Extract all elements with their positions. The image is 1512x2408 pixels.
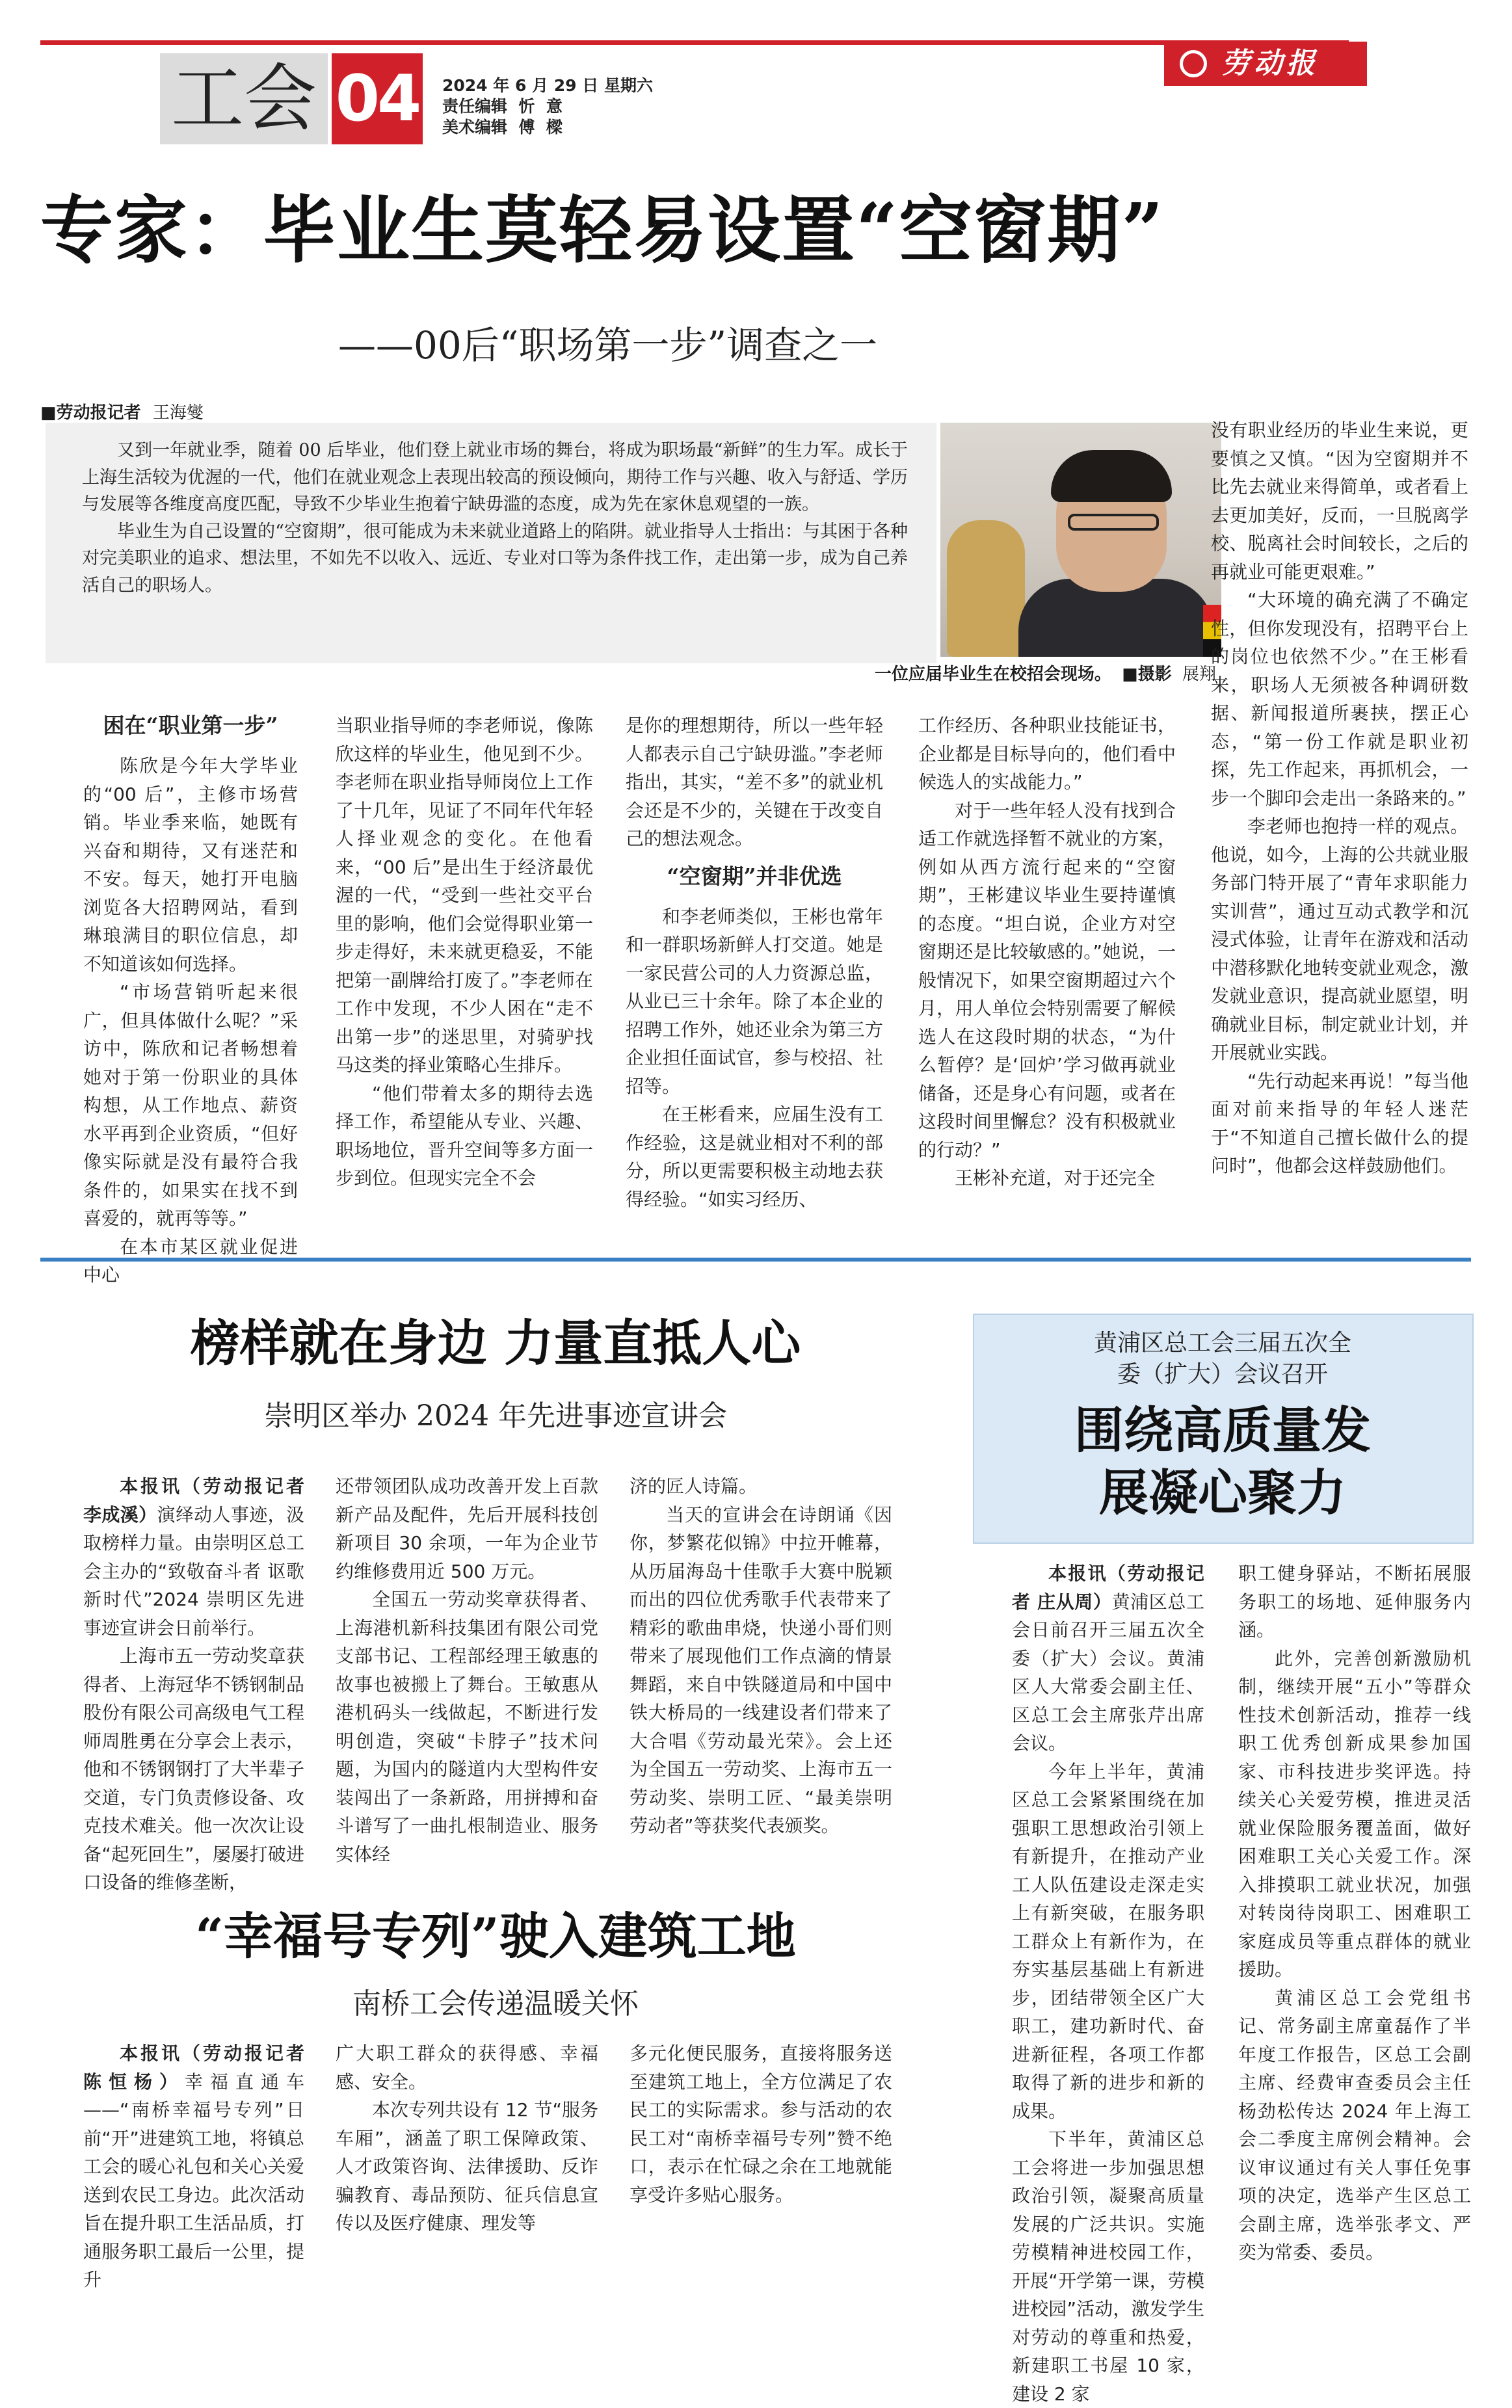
paragraph: “市场营销听起来很广，但具体做什么呢？”采访中，陈欣和记者畅想着她对于第一份职业的具体构想，从工作地点、薪资水平再到企业资质，“但好像实际就是没有最符合我条件的，如果实在找不到喜爱的，就再等等。” (83, 981, 298, 1229)
article3-title: “幸福号专列”驶入建筑工地 (195, 1907, 796, 1965)
article2-column-2 (336, 1472, 598, 1868)
paragraph (1012, 1559, 1204, 1758)
paragraph: 陈欣是今年大学毕业的“00 后”，主修市场营销。毕业季来临，她既有兴奋和期待，又有迷茫和不安。每天，她打开电脑浏览各大招聘网站，看到琳琅满目的职位信息，却不知道该如何选择。 (83, 755, 298, 975)
article2-column-1 (83, 1472, 304, 1897)
masthead-badge (1164, 42, 1367, 86)
lead-box (46, 423, 936, 663)
headline-subtitle: ——00后“职场第一步”调查之一 (338, 323, 878, 367)
paragraph: 济的匠人诗篇。 (630, 1475, 758, 1497)
paragraph: 王彬补充道，对于还完全 (955, 1167, 1156, 1189)
article4-kicker: 黄浦区总工会三届五次全委（扩大）会议召开 (1093, 1330, 1351, 1388)
paragraph: 当天的宣讲会在诗朗诵《因你，梦繁花似锦》中拉开帷幕，从历届海岛十佳歌手大赛中脱颖而出的四位优秀歌手代表带来了精彩的歌曲串烧，快递小哥们则带来了展现他们工作点滴的情景舞蹈，来自中铁隧道局和中国中铁大桥局的一线建设者们带来了大合唱《劳动最光荣》。会上还为全国五一劳动奖、上海市五一劳动奖、崇明工匠、“最美崇明劳动者”等获奖代表颁奖。 (630, 1503, 892, 1836)
headline-main: 专家：毕业生莫轻易设置“空窗期” (40, 188, 1165, 273)
paragraph: 广大职工群众的获得感、幸福感、安全。 (336, 2043, 598, 2093)
article3-subtitle: 南桥工会传递温暖关怀 (352, 1987, 639, 2020)
lead-text: 幸福直通车——“南桥幸福号专列”日前“开”进建筑工地，将镇总工会的暖心礼包和关心关爱送到农民工身边。此次活动旨在提升职工生活品质，打通服务职工最后一公里，提升 (83, 2071, 304, 2290)
lead-text: 黄浦区总工会日前召开三届五次全委（扩大）会议。黄浦区人大常委会副主任、区总工会主席张芹出席会议。 (1012, 1591, 1204, 1754)
paragraph: 当职业指导师的李老师说，像陈欣这样的毕业生，他见到不少。李老师在职业指导师岗位上工作了十几年，见证了不同年代年轻人择业观念的变化。在他看来，“00 后”是出生于经济最优渥的一代，“受到一些社交平台里的影响，他们会觉得职业第一步走得好，未来就更稳妥，不能把第一副牌给打废了。”李老师在工作中发现，不少人困在“走不出第一步”的迷思里，对骑驴找马这类的择业策略心生排斥。 (336, 715, 593, 1076)
lead-label: 本报讯（劳动报记者 陈恒杨） (83, 2043, 304, 2093)
lead-paragraph-2: 毕业生为自己设置的“空窗期”，很可能成为未来就业道路上的陷阱。就业指导人士指出：与其困于各种对完美职业的追求、想法里，不如先不以收入、远近、专业对口等为条件找工作，走出第一步，成为自己养活自己的职场人。 (82, 521, 908, 596)
subhead-gap-period: “空窗期”并非优选 (667, 863, 842, 889)
paragraph: 黄浦区总工会党组书记、常务副主席童磊作了半年度工作报告，区总工会副主席、经费审查委员会主任杨劲松传达 2024 年上海工会二季度主席例会精神。会议审议通过有关人事任免事项的决定，选举产生区总工会副主席，选举张孝文、严奕为常委、委员。 (1238, 1987, 1471, 2263)
lead-text: 演绎动人事迹，汲取榜样力量。由崇明区总工会主办的“致敬奋斗者 讴歌新时代”2024 崇明区先进事迹宣讲会日前举行。 (83, 1503, 304, 1639)
article1-column-1 (83, 711, 298, 1290)
photo-caption (650, 661, 1216, 685)
paragraph: 没有职业经历的毕业生来说，更要慎之又慎。“因为空窗期并不比先去就业来得简单，或者看上去更加美好，反而，一旦脱离学校、脱离社会时间较长，之后的再就业可能更艰难。” (1211, 419, 1468, 583)
paragraph: 工作经历、各种职业技能证书，企业都是目标导向的，他们看中候选人的实战能力。” (918, 715, 1176, 793)
article4-column-1 (1012, 1559, 1204, 2408)
paragraph: “大环境的确充满了不确定性，但你发现没有，招聘平台上的岗位也依然不少。”在王彬看来，职场人无须被各种调研数据、新闻报道所裹挟，摆正心态，“第一份工作就是职业初探，先工作起来，再抓机会，一步一个脚印会走出一条路来的。” (1211, 589, 1468, 809)
paragraph: 还带领团队成功改善开发上百款新产品及配件，先后开展科技创新项目 30 余项，一年为企业节约维修费用近 500 万元。 (336, 1475, 598, 1582)
paragraph: 和李老师类似，王彬也常年和一群职场新鲜人打交道。她是一家民营公司的人力资源总监，从业已三十余年。除了本企业的招聘工作外，她还业余为第三方企业担任面试官，参与校招、社招等。 (626, 905, 883, 1097)
page-number: 04 (335, 62, 419, 136)
article1-column-2 (336, 711, 593, 1193)
art-editor-line: 美术编辑 傅 樑 (442, 118, 563, 137)
lead-text (82, 437, 908, 599)
paragraph: 职工健身驿站，不断拓展服务职工的场地、延伸服务内涵。 (1238, 1563, 1471, 1641)
article2-title: 榜样就在身边 力量直抵人心 (190, 1314, 801, 1372)
paragraph: 是你的理想期待，所以一些年轻人都表示自己宁缺毋滥。”李老师指出，其实，“差不多”的就业机会还是不少的，关键在于改变自己的想法观念。 (626, 715, 883, 849)
photo-subject-glasses (1068, 514, 1159, 531)
header-rule-red (40, 40, 1349, 45)
paragraph: 多元化便民服务，直接将服务送至建筑工地上，全方位满足了农民工的实际需求。参与活动的农民工对“南桥幸福号专列”赞不绝口，表示在忙碌之余在工地就能享受许多贴心服务。 (630, 2043, 892, 2206)
paragraph: “先行动起来再说！”每当他面对前来指导的年轻人迷茫于“不知道自己擅长做什么的提问时”，他都会这样鼓励他们。 (1211, 1070, 1468, 1176)
paragraph: 在王彬看来，应届生没有工作经验，这是就业相对不利的部分，所以更需要积极主动地去获得经验。“如实习经历、 (626, 1104, 883, 1210)
paragraph: 对于一些年轻人没有找到合适工作就选择暂不就业的方案，例如从西方流行起来的“空窗期”，王彬建议毕业生要持谨慎的态度。“坦白说，企业方对空窗期还是比较敏感的。”她说，一般情况下，如果空窗期超过六个月，用人单位会特别需要了解候选人在这段时期的状态，“为什么暂停？是‘回炉’学习做再就业储备，还是身心有问题，或者在这段时间里懈怠？没有积极就业的行动？” (918, 799, 1176, 1161)
photo-subject-hair (1051, 450, 1172, 502)
editor-line: 责任编辑 忻 意 (442, 97, 563, 116)
byline-name: 王海燮 (152, 403, 204, 423)
byline-label: ■劳动报记者 (40, 403, 141, 423)
article3-column-1 (83, 2039, 304, 2294)
paragraph: 在本市某区就业促进中心 (83, 1236, 298, 1286)
paragraph: 李老师也抱持一样的观点。他说，如今，上海的公共就业服务部门特开展了“青年求职能力实训营”，通过互动式教学和沉浸式体验，让青年在游戏和活动中潜移默化地转变就业观念，激发就业意识，提高就业愿望，明确就业目标，制定就业计划，并开展就业实践。 (1211, 815, 1468, 1063)
article2-column-3 (630, 1472, 892, 1840)
paragraph: 此外，完善创新激励机制，继续开展“五小”等群众性技术创新活动，推荐一线职工优秀创新成果参加国家、市科技进步奖评选。持续关心关爱劳模，推进灵活就业保险服务覆盖面，做好困难职工关心关爱工作。深入排摸职工就业状况，加强对转岗待岗职工、困难职工家庭成员等重点群体的就业援助。 (1238, 1647, 1471, 1980)
article3-column-3 (630, 2039, 892, 2209)
section-divider (40, 1258, 1471, 1262)
masthead-name: 劳动报 (1221, 47, 1319, 80)
lead-label: 本报讯（劳动报记者 李成溪） (83, 1475, 304, 1526)
photo-background-figure (947, 520, 1025, 657)
article1-column-3 (626, 711, 883, 1213)
paragraph (83, 2039, 304, 2294)
subhead-career-first-step: 困在“职业第一步” (103, 713, 278, 738)
lead-paragraph-1: 又到一年就业季，随着 00 后毕业，他们登上就业市场的舞台，将成为职场最“新鲜”的生力军。成长于上海生活较为优渥的一代，他们在就业观念上表现出较高的预设倾向，期待工作与兴趣、收入与舒适、学历与发展等各维度高度匹配，导致不少毕业生抱着宁缺毋滥的态度，成为先在家休息观望的一族。 (82, 440, 908, 514)
article1-column-5 (1211, 416, 1468, 1180)
article4-title: 围绕高质量发展凝心聚力 (1074, 1401, 1371, 1522)
lead-label: 本报讯（劳动报记者 庄从周） (1012, 1563, 1204, 1613)
article1-column-4 (918, 711, 1176, 1193)
paragraph: 全国五一劳动奖章获得者、上海港机新科技集团有限公司党支部书记、工程部经理王敏惠的故事也被搬上了舞台。王敏惠从港机码头一线做起，不断进行发明创造，突破“卡脖子”技术问题，为国内的隧道内大型构件安装闯出了一条新路，用拼搏和奋斗谱写了一曲扎根制造业、服务实体经 (336, 1589, 598, 1865)
paragraph (83, 1472, 304, 1642)
paragraph: 下半年，黄浦区总工会将进一步加强思想政治引领，凝聚高质量发展的广泛共识。实施劳模精神进校园工作，开展“开学第一课，劳模进校园”活动，激发学生对劳动的尊重和热爱，新建职工书屋 10 家，建设 2 家 (1012, 2128, 1204, 2405)
photo-credit-label: ■摄影 (1122, 665, 1172, 684)
paragraph: 本次专列共设有 12 节“服务车厢”，涵盖了职工保障政策、人才政策咨询、法律援助、反诈骗教育、毒品预防、征兵信息宣传以及医疗健康、理发等 (336, 2099, 598, 2234)
photo-credit-name: 展翔 (1182, 665, 1216, 684)
photo-caption-text: 一位应届毕业生在校招会现场。 (874, 665, 1111, 684)
byline (40, 399, 204, 423)
masthead-logo-icon (1180, 50, 1207, 77)
paragraph: 今年上半年，黄浦区总工会紧紧围绕在加强职工思想政治引领上有新提升，在推动产业工人队伍建设走深走实上有新突破，在服务职工群众上有新作为，在夯实基层基础上有新进步，团结带领全区广大职工，建功新时代、奋进新征程，各项工作都取得了新的进步和新的成果。 (1012, 1760, 1204, 2122)
section-label: 工会 (171, 57, 317, 141)
paragraph: 上海市五一劳动奖章获得者、上海冠华不锈钢制品股份有限公司高级电气工程师周胜勇在分享会上表示，他和不锈钢钢打了大半辈子交道，专门负责修设备、攻克技术难关。他一次次让设备“起死回生”，屡屡打破进口设备的维修垄断， (83, 1645, 304, 1893)
article2-subtitle: 崇明区举办 2024 年先进事迹宣讲会 (264, 1399, 727, 1433)
paragraph: “他们带着太多的期待去选择工作，希望能从专业、兴趣、职场地位，晋升空间等多方面一步到位。但现实完全不会 (336, 1082, 593, 1189)
issue-date: 2024 年 6 月 29 日 星期六 (442, 76, 653, 95)
article3-column-2 (336, 2039, 598, 2238)
article4-column-2 (1238, 1559, 1471, 2267)
article-photo (940, 423, 1221, 657)
